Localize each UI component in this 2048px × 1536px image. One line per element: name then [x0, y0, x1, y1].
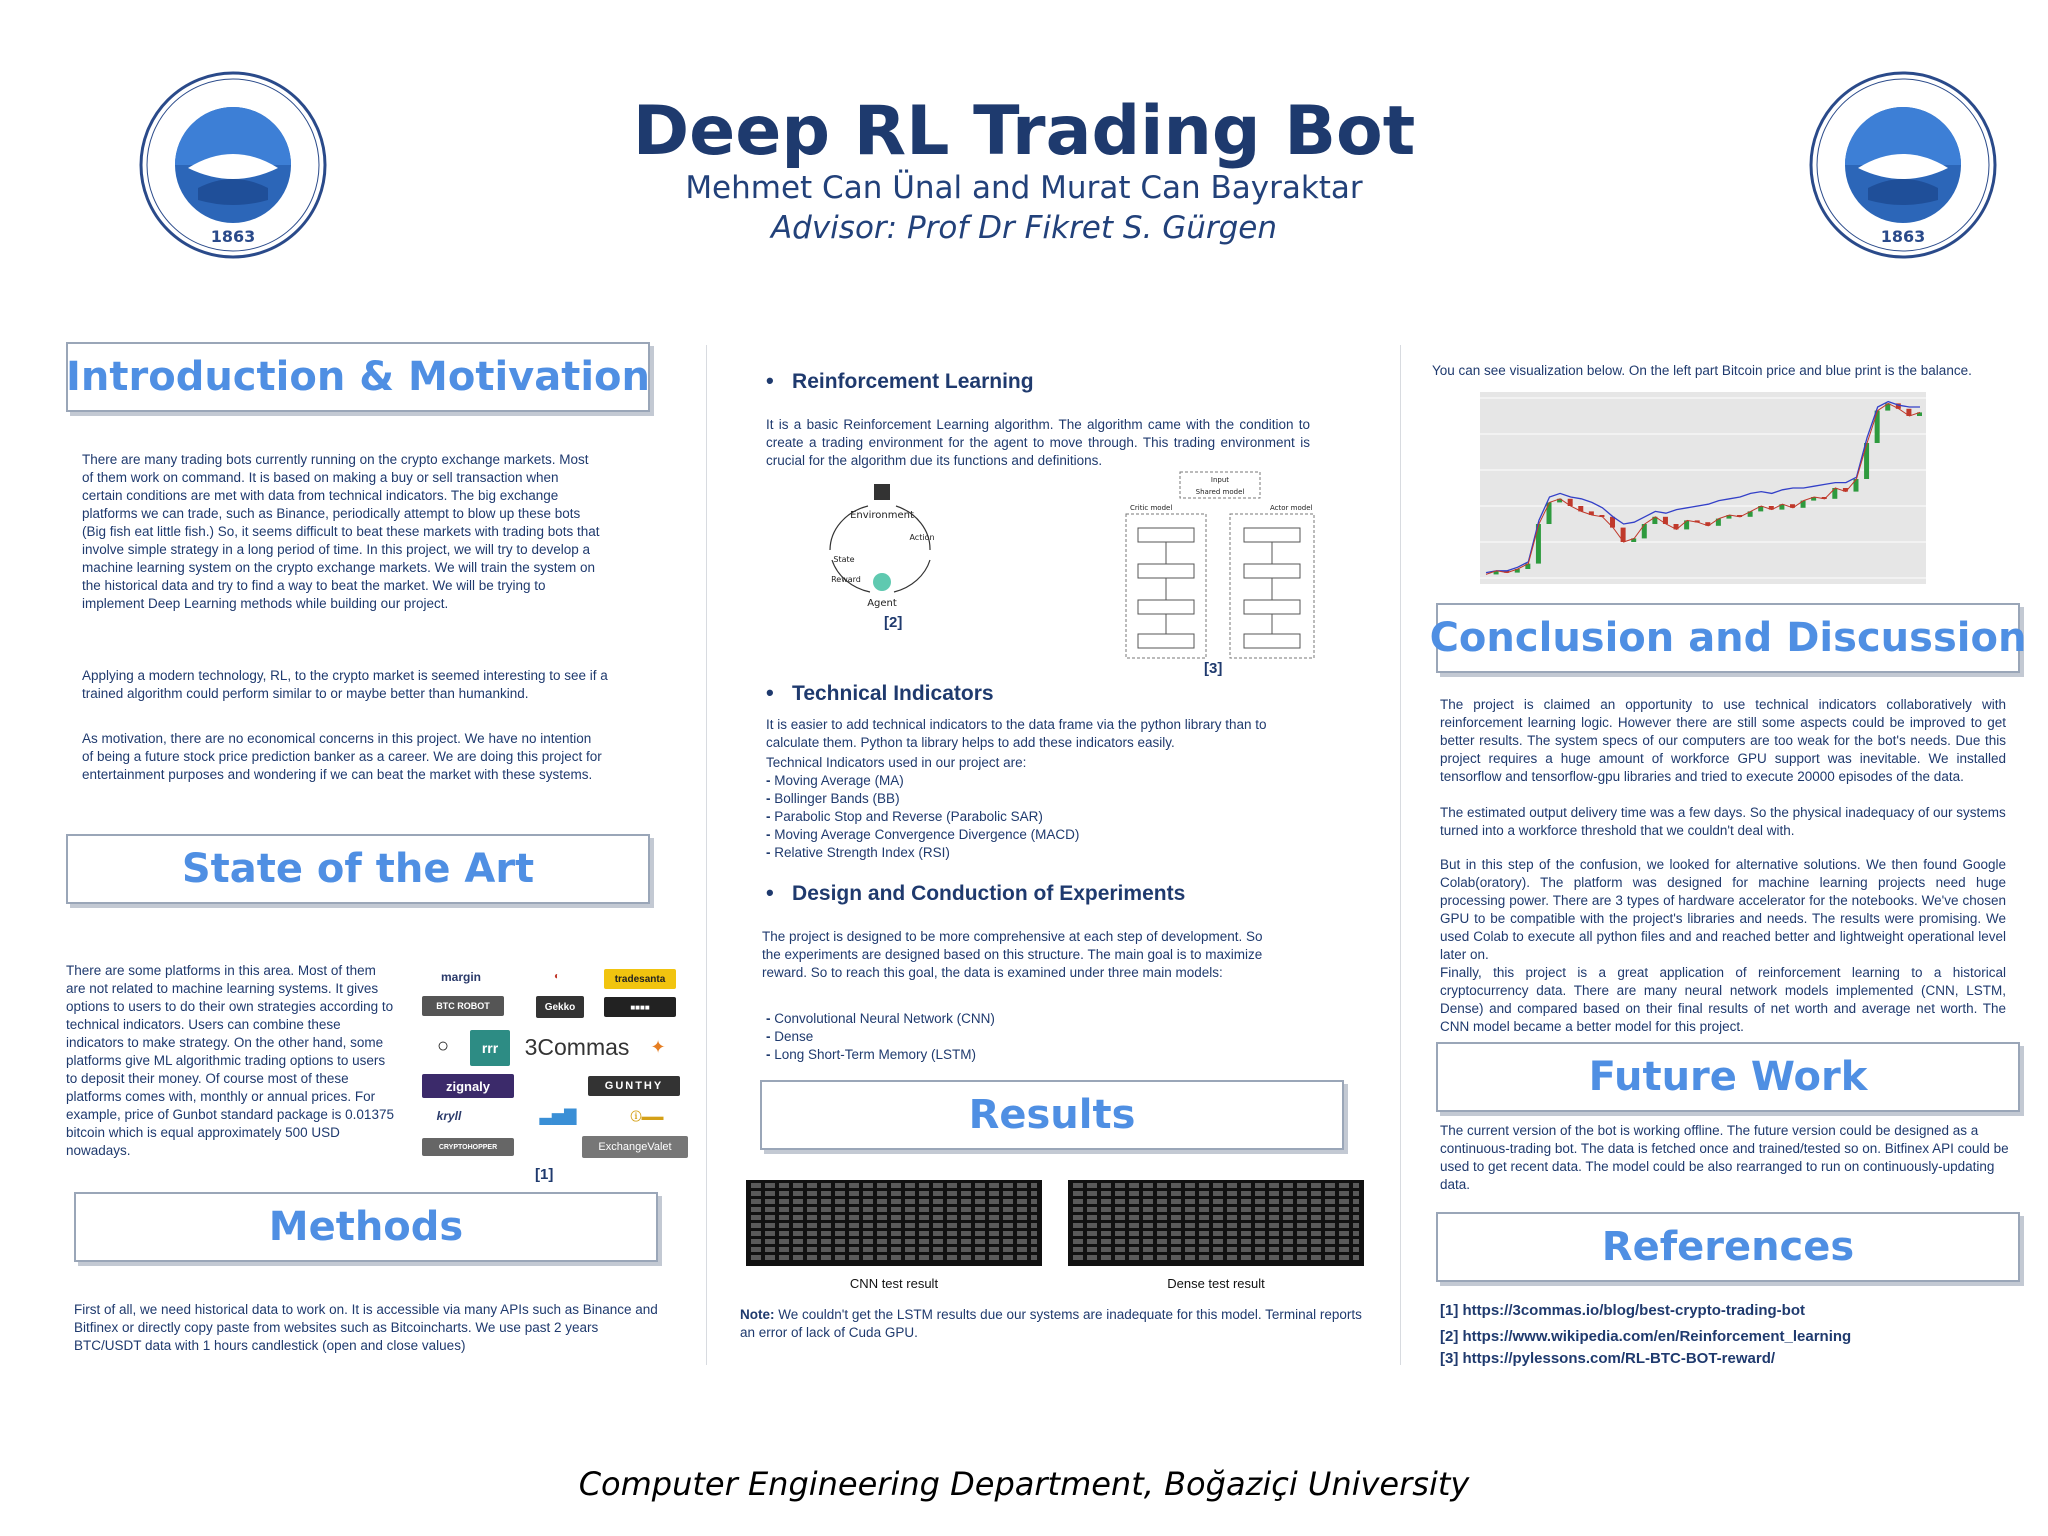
viz-text: You can see visualization below. On the left part Bitcoin price and blue print is the balance. — [1432, 363, 1972, 378]
future-work-heading: Future Work — [1436, 1042, 2020, 1112]
action-label: Action — [909, 533, 935, 542]
logo-cryptohopper-ring: ◐ — [553, 970, 561, 982]
btc-balance-chart — [1440, 388, 1992, 592]
intro-paragraph-2: Applying a modern technology, RL, to the crypto market is seemed interesting to see if a trained algorithm could perform similar to or maybe better than humankind. — [82, 668, 608, 701]
poster-title: Deep RL Trading Bot — [632, 92, 1416, 171]
logo-cryptohopper-bar: CRYPTOHOPPER — [422, 1138, 514, 1156]
ti-list — [766, 772, 1266, 862]
price-candle — [1642, 524, 1647, 538]
reference-item: [3] https://pylessons.com/RL-BTC-BOT-reward/ — [1440, 1350, 1776, 1367]
cnn-caption: CNN test result — [849, 1276, 939, 1291]
conclusion-paragraph-2: The estimated output delivery time was a few days. So the physical inadequacy of our systems turned into a workforce threshold that we couldn't deal with. — [1440, 805, 2006, 838]
logo-exchangevalet: ExchangeValet — [582, 1136, 688, 1158]
critic-label: Critic model — [1130, 504, 1173, 512]
conclusion-paragraph-1: The project is claimed an opportunity to use technical indicators collaboratively with reinforcement learning logic. However there are still some aspects could be improved to get better results. The system specs of our computers are too weak for the bot's needs. Due this project requires a huge amount of workforce GPU support was inevitable. We installed tensorflow and tensorflow-gpu libraries and tried to execute 20000 episodes of the data. — [1440, 697, 2006, 784]
state-label: State — [833, 555, 855, 564]
logo-yellow-brand: ⓘ▬▬ — [630, 1111, 664, 1123]
design-list — [766, 1010, 1266, 1064]
actor-label: Actor model — [1270, 504, 1313, 512]
column-divider-left — [706, 345, 707, 1365]
price-candle — [1621, 528, 1626, 542]
design-text: The project is designed to be more comprehensive at each step of development. So the experiments are designed based on this structure. The main goal is to maximize reward. So to reach this goal, the data is examined under three main models: — [762, 929, 1263, 980]
note-text: We couldn't get the LSTM results due our systems are inadequate for this model. Terminal reports an error of lack of Cuda GPU. — [740, 1307, 1362, 1340]
chart-plot-area — [1480, 392, 1926, 584]
price-candle — [1547, 502, 1552, 524]
poster-footer: Computer Engineering Department, Boğaziçi University — [578, 1465, 1470, 1503]
logo-tradesanta: tradesanta — [604, 969, 676, 989]
svg-text:1863: 1863 — [1880, 227, 1926, 246]
logo-orange-mascot: ✦ — [650, 1036, 666, 1057]
dense-caption: Dense test result — [1167, 1276, 1265, 1291]
logo-ring-icon: ○ — [436, 1034, 450, 1057]
results-heading: Results — [760, 1080, 1344, 1150]
intro-paragraph-1: There are many trading bots currently running on the crypto exchange markets. Most of them work on command. It is based on making a buy or sell transaction when certain conditions are met with data from technical indicators. The big exchange platforms we can trade, such as Binance, periodically attempt to blow up these bots (Big fish eat little fish.) So, it seems difficult to beat these markets with trading bots that involve simple strategy in a long period of time. In this project, we will try to develop a machine learning system on the crypto exchange markets. We will train the system on the historical data and try to find a way to beat the market. We will be trying to implement Deep Learning methods while building our project. — [82, 452, 600, 611]
design-heading — [766, 880, 1185, 906]
conclusion-paragraph-4: Finally, this project is a great application of reinforcement learning to a historical cryptocurrency data. There are many neural network models implemented (CNN, LSTM, Dense) and compared based on their final results of net worth and average net worth. The CNN model became a better model for this project. — [1440, 965, 2006, 1034]
logo-margin: margin — [440, 970, 481, 984]
logo-bars-icon: ▃▅▇ — [539, 1108, 577, 1125]
actor-critic-diagram — [1120, 468, 1320, 668]
bullet-dot: • — [766, 368, 793, 393]
design-item: - Long Short-Term Memory (LSTM) — [766, 1046, 1266, 1064]
price-candle — [1853, 479, 1858, 492]
state-of-the-art-text: There are some platforms in this area. Most of them are not related to machine learning systems. It gives options to users to do their own strategies according to technical indicators. Users can combine these indicators to make strategy. On the other hand, some platforms give ML algorithmic trading options to users to deposit their money. Of course most of these platforms comes with, monthly or annual prices. For example, price of Gunbot standard package is 0.01375 bitcoin which is equal approximately 500 USD nowadays. — [66, 963, 394, 1158]
input-label: Input — [1210, 476, 1230, 484]
conclusion-heading: Conclusion and Discussion — [1436, 603, 2020, 673]
design-item: - Convolutional Neural Network (CNN) — [766, 1010, 1266, 1028]
design-heading-text: Design and Conduction of Experiments — [792, 882, 1186, 905]
dense-terminal-screenshot — [1068, 1180, 1364, 1266]
results-note — [740, 1306, 1368, 1342]
intro-paragraph-3: As motivation, there are no economical concerns in this project. We have no intention of being a future stock price prediction banker as a career. We are doing this project for entertainment purposes and wondering if we can beat the market with these systems. — [82, 731, 602, 782]
note-label: Note: — [740, 1307, 775, 1322]
ti-item: - Bollinger Bands (BB) — [766, 790, 1266, 808]
ti-item: - Moving Average Convergence Divergence (MACD) — [766, 826, 1266, 844]
conclusion-paragraph-3: But in this step of the confusion, we looked for alternative solutions. We then found Google Colab(oratory). The platform was designed for machine learning projects need huge processing power. There are 3 types of hardware accelerator for the notebooks. We've chosen GPU to be compatible with the project's libraries and needs. The results were promising. We used Colab to execute all python files and and reached better and lightweight operational level later on. — [1440, 857, 2006, 962]
ti-heading — [766, 680, 994, 706]
methods-text: First of all, we need historical data to work on. It is accessible via many APIs such as Binance and Bitfinex or directly copy paste from websites such as Bitcoincharts. We use past 2 years BTC/USDT data with 1 hours candlestick (open and close values) — [74, 1302, 658, 1353]
shared-label: Shared model — [1195, 488, 1245, 496]
intro-heading: Introduction & Motivation — [66, 342, 650, 412]
design-item: - Dense — [766, 1028, 1266, 1046]
state-of-the-art-ref: [1] — [535, 1166, 554, 1183]
logo-kryll: kryll — [436, 1109, 462, 1123]
ti-item: - Parabolic Stop and Reverse (Parabolic SAR) — [766, 808, 1266, 826]
ti-item: - Moving Average (MA) — [766, 772, 1266, 790]
logo-teal-tile: rrr — [470, 1030, 510, 1066]
poster-advisor: Advisor: Prof Dr Fikret S. Gürgen — [770, 210, 1278, 246]
rl-text: It is a basic Reinforcement Learning algorithm. The algorithm came with the condition to create a trading environment for the agent to move through. This trading environment is crucial for the algorithm due its functions and definitions. — [766, 417, 1310, 468]
logo-gekko: Gekko — [536, 996, 584, 1018]
state-of-the-art-heading: State of the Art — [66, 834, 650, 904]
rl-loop-diagram — [810, 480, 950, 610]
ti-intro: It is easier to add technical indicators to the data frame via the python library than to calculate them. Python ta library helps to add these indicators easily. — [766, 717, 1267, 750]
rl-heading-text: Reinforcement Learning — [792, 370, 1034, 393]
column-divider-right — [1400, 345, 1401, 1365]
env-label: Environment — [850, 510, 914, 521]
environment-icon — [874, 484, 890, 500]
logo-gunthy: GUNTHY — [588, 1076, 680, 1096]
methods-heading: Methods — [74, 1192, 658, 1262]
agent-label: Agent — [867, 598, 897, 609]
poster-authors: Mehmet Can Ünal and Murat Can Bayraktar — [685, 170, 1363, 206]
agent-icon — [873, 573, 891, 591]
platform-logos-collage — [418, 960, 690, 1160]
bullet-dot: • — [766, 680, 793, 705]
svg-text:1863: 1863 — [210, 227, 256, 246]
cnn-terminal-screenshot — [746, 1180, 1042, 1266]
logo-dark-tile: ■■■■ — [604, 997, 676, 1017]
fig2-ref: [2] — [884, 614, 903, 631]
reference-item: [1] https://3commas.io/blog/best-crypto-trading-bot — [1440, 1302, 1806, 1319]
reward-label: Reward — [831, 575, 861, 584]
references-heading: References — [1436, 1212, 2020, 1282]
logo-btc-robot: BTC ROBOT — [422, 996, 504, 1016]
rl-heading — [766, 368, 1034, 394]
bullet-dot: • — [766, 880, 793, 905]
ti-heading-text: Technical Indicators — [792, 682, 994, 705]
reference-item: [2] https://www.wikipedia.com/en/Reinforcement_learning — [1440, 1328, 1852, 1345]
ti-list-title: Technical Indicators used in our project are: — [766, 755, 1027, 770]
logo-3commas: 3Commas — [524, 1033, 630, 1060]
fig3-ref: [3] — [1204, 660, 1223, 677]
logo-zignaly: zignaly — [422, 1074, 514, 1098]
future-work-text: The current version of the bot is working offline. The future version could be designed as a continuous-trading bot. The data is fetched once and trained/tested so on. Bitfinex API could be used to get recent data. The model could be also rearranged to run on continuously-updating data. — [1440, 1123, 2009, 1192]
ti-item: - Relative Strength Index (RSI) — [766, 844, 1266, 862]
